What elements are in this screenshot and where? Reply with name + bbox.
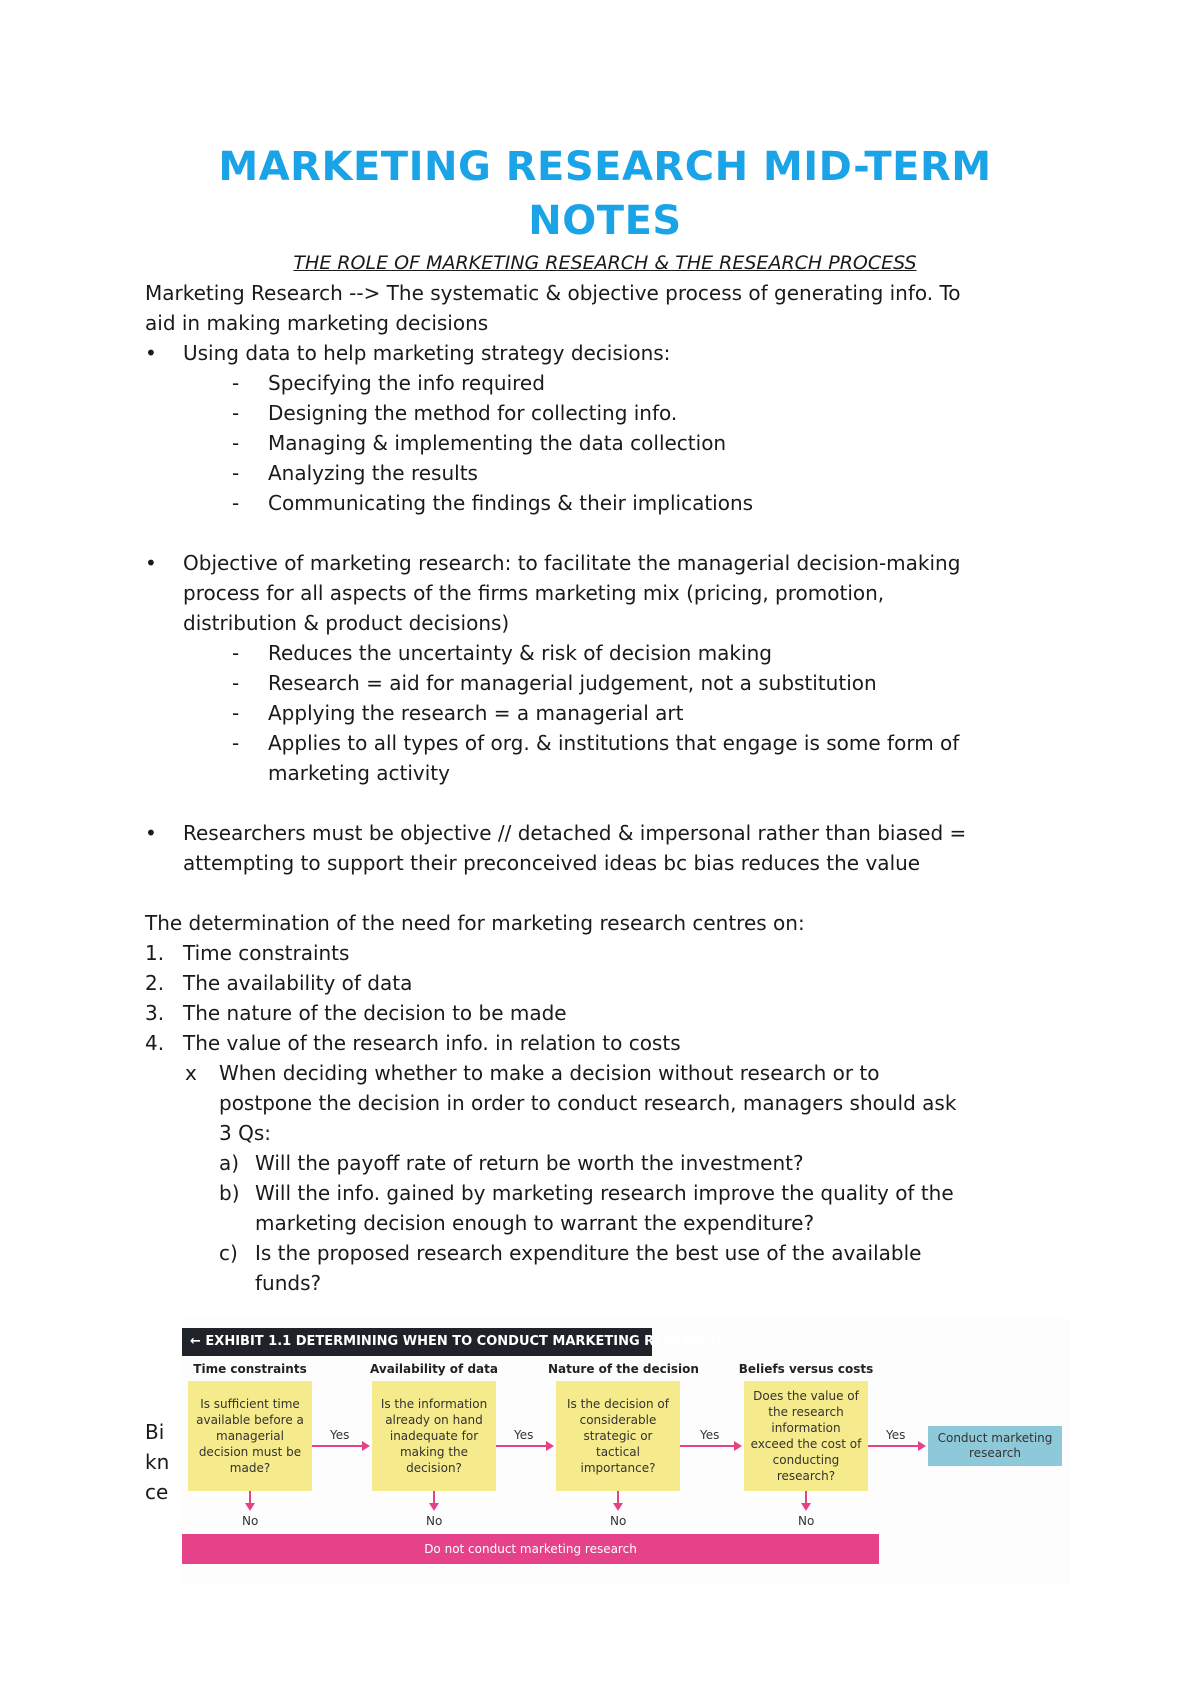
exhibit-flowchart — [180, 1318, 1070, 1584]
hidden-text-fragment: ce — [145, 1480, 169, 1504]
dash-item: - Specifying the info required — [232, 371, 545, 395]
numbered-item: 1. Time constraints — [145, 941, 350, 965]
numbered-item: 2. The availability of data — [145, 971, 413, 995]
bullet-continuation: distribution & product decisions) — [183, 611, 510, 635]
yes-arrow — [496, 1445, 552, 1447]
bullet-item: • Researchers must be objective // detached & impersonal rather than biased = — [145, 821, 967, 845]
dash-item: - Applying the research = a managerial art — [232, 701, 684, 725]
yes-label: Yes — [700, 1428, 720, 1442]
dash-continuation: marketing activity — [268, 761, 450, 785]
decision-box-data: Is the information already on hand inadequate for making the decision? — [372, 1381, 496, 1491]
no-arrow — [433, 1491, 435, 1509]
yes-label: Yes — [330, 1428, 350, 1442]
decision-box-nature: Is the decision of considerable strategic or tactical importance? — [556, 1381, 680, 1491]
no-label: No — [610, 1514, 627, 1528]
yes-arrow — [680, 1445, 740, 1447]
question-item: b) Will the info. gained by marketing research improve the quality of the — [219, 1181, 954, 1205]
do-not-conduct-bar: Do not conduct marketing research — [182, 1534, 879, 1564]
no-label: No — [798, 1514, 815, 1528]
bullet-continuation: attempting to support their preconceived ideas bc bias reduces the value — [183, 851, 921, 875]
numbered-item: 3. The nature of the decision to be made — [145, 1001, 567, 1025]
x-continuation: 3 Qs: — [219, 1121, 271, 1145]
dash-item: - Analyzing the results — [232, 461, 478, 485]
numbered-item: 4. The value of the research info. in relation to costs — [145, 1031, 681, 1055]
column-title: Beliefs versus costs — [738, 1362, 874, 1376]
decision-box-costs: Does the value of the research information exceed the cost of conducting research? — [744, 1381, 868, 1491]
x-item: x When deciding whether to make a decision without research or to — [185, 1061, 880, 1085]
column-title: Nature of the decision — [548, 1362, 699, 1376]
definition-line-1: Marketing Research --> The systematic & objective process of generating info. To — [145, 281, 961, 305]
question-item: c) Is the proposed research expenditure the best use of the available — [219, 1241, 922, 1265]
no-label: No — [242, 1514, 259, 1528]
no-arrow — [805, 1491, 807, 1509]
dash-item: - Reduces the uncertainty & risk of decision making — [232, 641, 772, 665]
dash-item: - Research = aid for managerial judgement, not a substitution — [232, 671, 877, 695]
question-item: a) Will the payoff rate of return be worth the investment? — [219, 1151, 804, 1175]
yes-arrow — [868, 1445, 924, 1447]
hidden-text-fragment: kn — [145, 1450, 170, 1474]
hidden-text-fragment: Bi — [145, 1420, 165, 1444]
determination-intro: The determination of the need for marketing research centres on: — [145, 911, 805, 935]
exhibit-header: ← EXHIBIT 1.1 DETERMINING WHEN TO CONDUCT MARKETING RESEARCH — [182, 1328, 652, 1356]
bullet-item: • Using data to help marketing strategy decisions: — [145, 341, 671, 365]
dash-item: - Managing & implementing the data collection — [232, 431, 727, 455]
section-subtitle: THE ROLE OF MARKETING RESEARCH & THE RESEARCH PROCESS — [293, 252, 917, 274]
x-continuation: postpone the decision in order to conduct research, managers should ask — [219, 1091, 957, 1115]
decision-box-time: Is sufficient time available before a managerial decision must be made? — [188, 1381, 312, 1491]
no-arrow — [617, 1491, 619, 1509]
dash-item: - Communicating the findings & their implications — [232, 491, 754, 515]
question-continuation: marketing decision enough to warrant the expenditure? — [255, 1211, 815, 1235]
bullet-continuation: process for all aspects of the firms marketing mix (pricing, promotion, — [183, 581, 885, 605]
no-arrow — [249, 1491, 251, 1509]
page-title: MARKETING RESEARCH MID-TERM NOTES — [218, 144, 992, 244]
dash-item: - Applies to all types of org. & institutions that engage is some form of — [232, 731, 960, 755]
no-label: No — [426, 1514, 443, 1528]
document-page — [145, 140, 1065, 1298]
bullet-item: • Objective of marketing research: to facilitate the managerial decision-making — [145, 551, 961, 575]
column-title: Time constraints — [193, 1362, 307, 1376]
yes-label: Yes — [886, 1428, 906, 1442]
dash-item: - Designing the method for collecting info. — [232, 401, 678, 425]
question-continuation: funds? — [255, 1271, 322, 1295]
conduct-research-box: Conduct marketing research — [928, 1426, 1062, 1466]
yes-label: Yes — [514, 1428, 534, 1442]
yes-arrow — [312, 1445, 368, 1447]
definition-line-2: aid in making marketing decisions — [145, 311, 489, 335]
column-title: Availability of data — [370, 1362, 498, 1376]
